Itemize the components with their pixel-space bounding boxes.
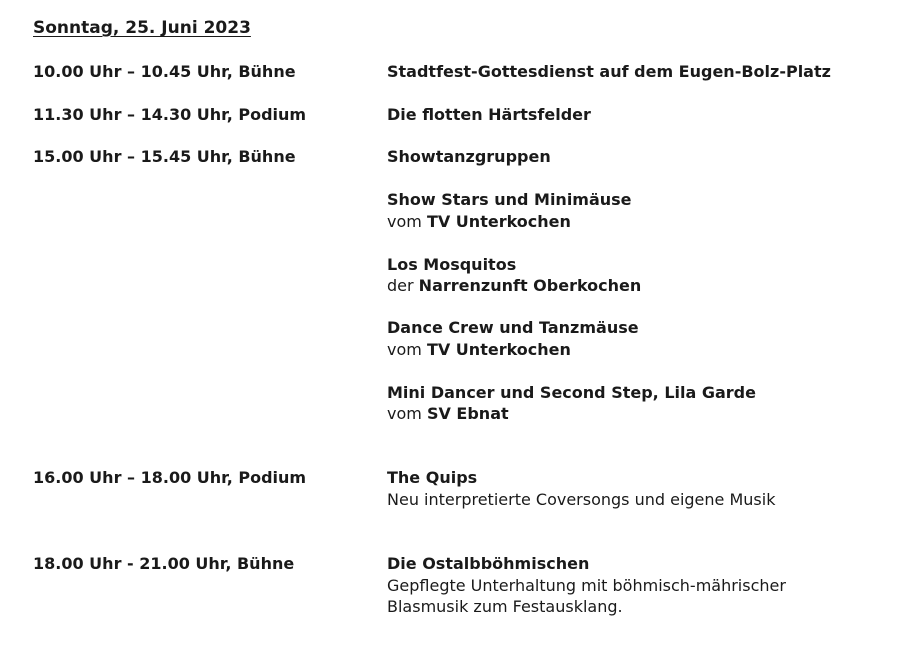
dance-group-club bbox=[387, 275, 641, 297]
club-name: TV Unterkochen bbox=[426, 212, 571, 231]
club-prefix: vom bbox=[387, 340, 422, 359]
event-title: Die flotten Härtsfelder bbox=[387, 105, 591, 124]
club-name: Narrenzunft Oberkochen bbox=[418, 276, 642, 295]
dance-group-club bbox=[387, 211, 571, 233]
dance-group-name: Dance Crew und Tanzmäuse bbox=[387, 318, 639, 337]
dance-group-name: Show Stars und Minimäuse bbox=[387, 190, 632, 209]
club-prefix: vom bbox=[387, 212, 422, 231]
event-title: Showtanzgruppen bbox=[387, 147, 551, 166]
club-name: TV Unterkochen bbox=[426, 340, 571, 359]
event-description: Gepflegte Unterhaltung mit böhmisch-mährischer bbox=[387, 576, 786, 595]
event-title: The Quips bbox=[387, 468, 478, 487]
dance-group-club bbox=[387, 403, 509, 425]
event-time: 16.00 Uhr – 18.00 Uhr, Podium bbox=[33, 468, 307, 487]
club-name: SV Ebnat bbox=[426, 404, 509, 423]
event-time: 15.00 Uhr – 15.45 Uhr, Bühne bbox=[33, 147, 296, 166]
event-time: 11.30 Uhr – 14.30 Uhr, Podium bbox=[33, 105, 307, 124]
event-time: 10.00 Uhr – 10.45 Uhr, Bühne bbox=[33, 62, 296, 81]
page-title: Sonntag, 25. Juni 2023 bbox=[33, 18, 251, 38]
dance-group-club bbox=[387, 339, 571, 361]
event-time: 18.00 Uhr - 21.00 Uhr, Bühne bbox=[33, 554, 295, 573]
club-prefix: vom bbox=[387, 404, 422, 423]
club-prefix: der bbox=[387, 276, 414, 295]
dance-group-name: Los Mosquitos bbox=[387, 255, 517, 274]
event-title: Stadtfest-Gottesdienst auf dem Eugen-Bolz-Platz bbox=[387, 62, 831, 81]
dance-group-name: Mini Dancer und Second Step, Lila Garde bbox=[387, 383, 756, 402]
event-title: Die Ostalbböhmischen bbox=[387, 554, 590, 573]
event-description: Neu interpretierte Coversongs und eigene Musik bbox=[387, 490, 776, 509]
event-description: Blasmusik zum Festausklang. bbox=[387, 597, 623, 616]
